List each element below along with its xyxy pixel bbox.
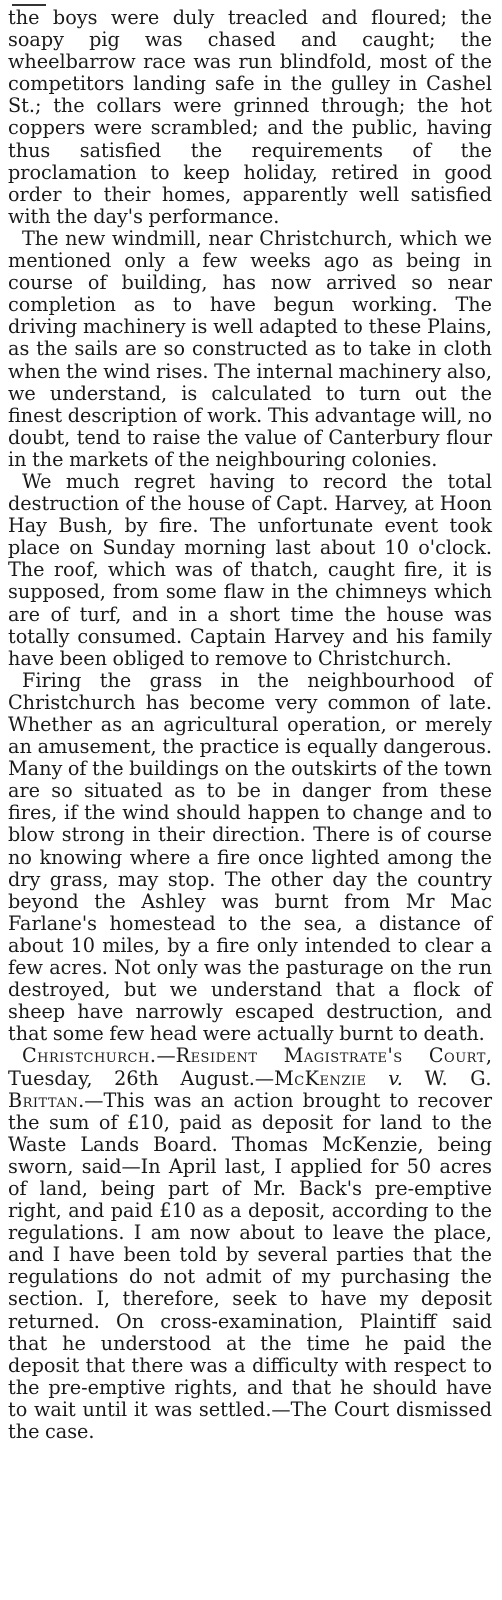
heading-dash: — bbox=[156, 1044, 176, 1068]
paragraph-windmill: The new windmill, near Christchurch, which we mentioned only a few weeks ago as being in course of building, has now arrived so near completion as to have begun working. The driving machinery is well adapted to these Plains, as the sails are so constructed as to take in cloth when the wind rises. The internal machinery also, we understand, is calculated to turn out the finest description of work. This advantage will, no doubt, tend to raise the value of Canterbury flour in the markets of the neighbouring colonies. bbox=[8, 226, 492, 471]
case-plaintiff: McKenzie bbox=[274, 1066, 367, 1090]
court-date: , Tuesday, 26th August.— bbox=[8, 1044, 492, 1090]
case-defendant: W. G. Brittan bbox=[8, 1066, 493, 1112]
paragraph-house-fire: We much regret having to record the total destruction of the house of Capt. Harvey, at Hoon Hay Bush, by fire. The unfortunate event took place on Sunday morning last about 10 o'clock. The roof, which was of thatch, caught fire, it is supposed, from some flaw in the chimneys which are of turf, and in a short time the house was totally consumed. Captain Harvey and his family have been obliged to remove to Christchurch. bbox=[8, 469, 492, 670]
court-report-text: This was an action brought to recover the sum of £10, paid as deposit for land to the Waste Lands Board. Thomas McKenzie, being sworn, said—In April last, I applied for 50 acres of land, being part of Mr. Back's pre-emptive right, and paid £10 as a deposit, according to the regulations. I am now about to leave the place, and I have been told by several parties that the regulations do not admit of my purchasing the section. I, therefore, seek to have my deposit returned. On cross-examination, Plaintiff said that he understood at the time he paid the deposit that there was a difficulty with respect to the pre-emptive rights, and that he should have to wait until it was settled.—The Court dismissed the case. bbox=[8, 1088, 492, 1443]
case-versus: v. bbox=[366, 1066, 425, 1090]
defendant-dash: .— bbox=[78, 1088, 104, 1112]
paragraph-court-report bbox=[8, 1045, 492, 1443]
paragraph-grass-fires: Firing the grass in the neighbourhood of Christchurch has become very common of late. Whether as an agricultural operation, or merely an amusement, the practice is equally dangerous. Many of the buildings on the outskirts of the town are so situated as to be in danger from these fires, if the wind should happen to change and to blow strong in their direction. There is of course no knowing where a fire once lighted among the dry grass, may stop. The other day the country beyond the Ashley was burnt from Mr Mac Farlane's homestead to the sea, a distance of about 10 miles, by a fire only intended to clear a few acres. Not only was the pasturage on the run destroyed, but we understand that a flock of sheep have narrowly escaped destruction, and that some few head were actually burnt to death. bbox=[8, 668, 492, 1046]
article-column bbox=[8, 7, 492, 1443]
court-heading: Christchurch. bbox=[22, 1044, 157, 1068]
court-name: Resident Magistrate's Court bbox=[175, 1044, 486, 1068]
paragraph-holiday-sports: the boys were duly treacled and floured; the soapy pig was chased and caught; the wheelbarrow race was run blindfold, most of the competitors landing safe in the gulley in Cashel St.; the collars were grinned through; the hot coppers were scrambled; and the public, having thus satisfied the requirements of the proclamation to keep holiday, retired in good order to their homes, apparently well satisfied with the day's performance. bbox=[8, 6, 492, 228]
